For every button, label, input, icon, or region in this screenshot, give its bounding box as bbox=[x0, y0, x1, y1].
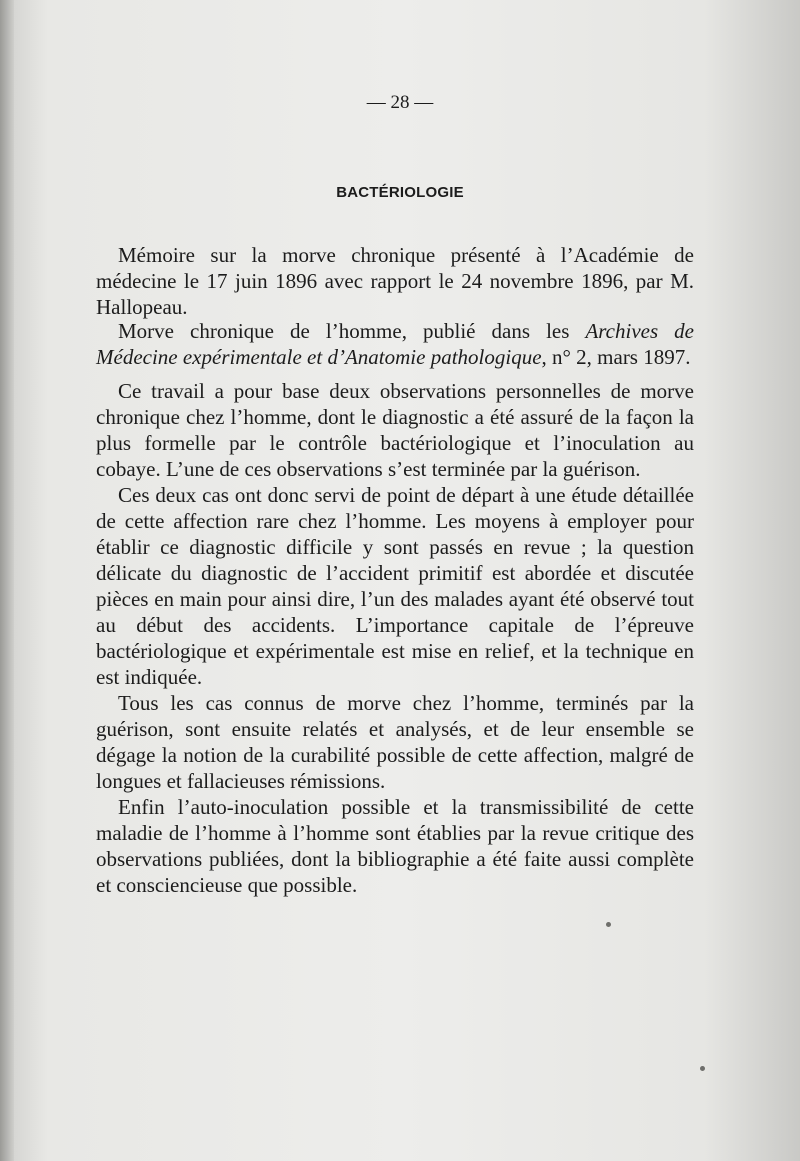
publication-suffix: , n° 2, mars 1897. bbox=[541, 345, 691, 369]
journal-title: Archives de Médecine expérimentale et d’Anatomie pathologique bbox=[96, 319, 695, 369]
summary-paragraph: Tous les cas connus de morve chez l’homme, terminés par la guérison, sont ensuite relatés et analysés, et de leur ensemble se dégage la notion de la curabilité possible de cette affection, malgré de longues et fallacieuses rémissions. bbox=[96, 691, 694, 793]
summary-paragraph: Enfin l’auto-inoculation possible et la transmissibilité de cette maladie de l’homme à l’homme sont établies par la revue critique des observations publiées, dont la bibliographie a été faite aussi complète et consciencieuse que possible. bbox=[96, 795, 694, 897]
entry-block bbox=[96, 242, 694, 320]
summary-paragraph: Ce travail a pour base deux observations personnelles de morve chronique chez l’homme, dont le diagnostic a été assuré de la façon la plus formelle par le contrôle bactériologique et l’inoculation au cobaye. L’une de ces observations s’est terminée par la guérison. bbox=[96, 379, 694, 481]
page-gutter-shadow bbox=[0, 0, 14, 1161]
summary-paragraph: Ces deux cas ont donc servi de point de départ à une étude détaillée de cette affection rare chez l’homme. Les moyens à employer pour établir ce diagnostic difficile y sont passés en revue ; la question délicate du diagnostic de l’accident primitif est abordée et discutée pièces en main pour ainsi dire, l’un des malades ayant été observé tout au début des accidents. L’importance capitale de l’épreuve bactériologique et expérimentale est mise en relief, et la technique en est indiquée. bbox=[96, 483, 694, 689]
publication-block bbox=[96, 318, 694, 370]
ink-speck bbox=[700, 1066, 705, 1071]
publication-prefix: Morve chronique de l’homme, publié dans les bbox=[118, 319, 586, 343]
section-heading: BACTÉRIOLOGIE bbox=[336, 184, 464, 201]
memoire-entry: Mémoire sur la morve chronique présenté à l’Académie de médecine le 17 juin 1896 avec rapport le 24 novembre 1896, par M. Hallopeau. bbox=[96, 243, 694, 319]
publication-entry bbox=[96, 318, 694, 370]
summary-block bbox=[96, 378, 694, 898]
page-number: — 28 — bbox=[366, 92, 434, 113]
ink-speck bbox=[606, 922, 611, 927]
